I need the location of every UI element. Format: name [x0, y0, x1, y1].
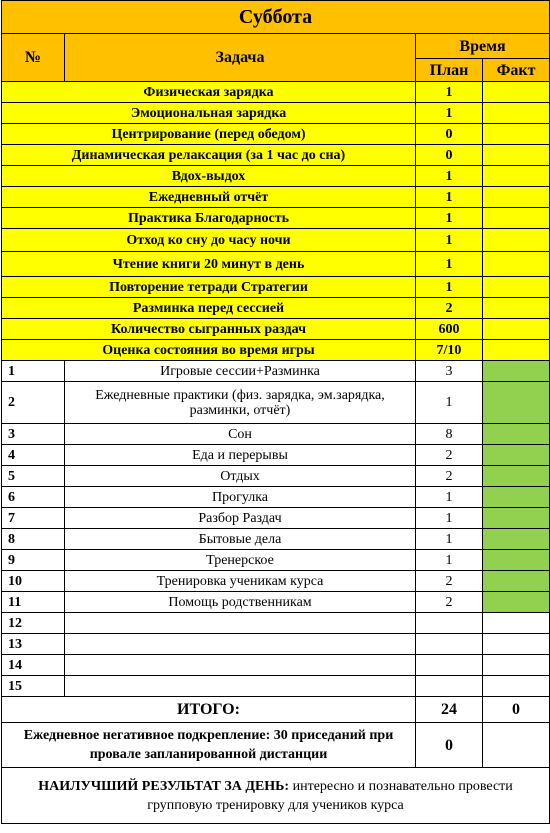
- task-name[interactable]: Сон: [65, 424, 416, 445]
- task-fact[interactable]: [483, 655, 550, 676]
- task-fact[interactable]: [483, 424, 550, 445]
- task-plan[interactable]: [416, 655, 483, 676]
- task-plan[interactable]: 2: [416, 445, 483, 466]
- task-number: 6: [2, 487, 65, 508]
- core-task-name: Чтение книги 20 минут в день: [2, 252, 416, 277]
- total-label: ИТОГО:: [2, 697, 416, 723]
- task-name[interactable]: [65, 676, 416, 697]
- numbered-task-row: [2, 634, 550, 655]
- task-name[interactable]: [65, 613, 416, 634]
- core-task-row: [2, 82, 550, 103]
- header-task: Задача: [65, 34, 416, 82]
- task-fact[interactable]: [483, 634, 550, 655]
- numbered-task-row: [2, 424, 550, 445]
- task-plan[interactable]: [416, 634, 483, 655]
- task-name[interactable]: Разбор Раздач: [65, 508, 416, 529]
- core-task-name: Отход ко сну до часу ночи: [2, 229, 416, 252]
- core-task-name: Ежедневный отчёт: [2, 187, 416, 208]
- core-task-plan[interactable]: 1: [416, 208, 483, 229]
- core-task-fact[interactable]: [483, 252, 550, 277]
- core-task-plan[interactable]: 2: [416, 298, 483, 319]
- task-name[interactable]: Тренировка ученикам курса: [65, 571, 416, 592]
- task-number: 3: [2, 424, 65, 445]
- task-name[interactable]: Игровые сессии+Разминка: [65, 361, 416, 382]
- core-task-fact[interactable]: [483, 208, 550, 229]
- core-task-row: [2, 340, 550, 361]
- numbered-task-row: [2, 655, 550, 676]
- task-plan[interactable]: 1: [416, 550, 483, 571]
- header-num: №: [2, 34, 65, 82]
- task-number: 2: [2, 382, 65, 424]
- best-result-row: [2, 768, 550, 824]
- task-fact[interactable]: [483, 487, 550, 508]
- day-title: Суббота: [2, 1, 550, 34]
- core-task-plan[interactable]: 600: [416, 319, 483, 340]
- numbered-task-row: [2, 571, 550, 592]
- core-task-name: Вдох-выдох: [2, 166, 416, 187]
- numbered-task-row: [2, 487, 550, 508]
- negative-row: [2, 723, 550, 768]
- core-task-fact[interactable]: [483, 187, 550, 208]
- task-number: 5: [2, 466, 65, 487]
- task-number: 14: [2, 655, 65, 676]
- total-row: [2, 697, 550, 723]
- task-number: 15: [2, 676, 65, 697]
- core-task-name: Практика Благодарность: [2, 208, 416, 229]
- core-task-fact[interactable]: [483, 166, 550, 187]
- numbered-task-row: [2, 592, 550, 613]
- task-number: 9: [2, 550, 65, 571]
- core-task-plan[interactable]: 1: [416, 252, 483, 277]
- core-task-fact[interactable]: [483, 319, 550, 340]
- core-task-plan[interactable]: 0: [416, 124, 483, 145]
- core-task-plan[interactable]: 1: [416, 82, 483, 103]
- core-task-name: Физическая зарядка: [2, 82, 416, 103]
- task-name[interactable]: Тренерское: [65, 550, 416, 571]
- task-number: 12: [2, 613, 65, 634]
- core-task-name: Центрирование (перед обедом): [2, 124, 416, 145]
- header-plan: План: [416, 59, 483, 82]
- best-result-text[interactable]: интересно и познавательно провести групповую тренировку для учеников курса: [147, 778, 513, 813]
- core-task-fact[interactable]: [483, 277, 550, 298]
- task-plan[interactable]: 1: [416, 508, 483, 529]
- core-task-row: [2, 229, 550, 252]
- core-task-row: [2, 124, 550, 145]
- core-task-fact[interactable]: [483, 298, 550, 319]
- core-task-name: Повторение тетради Стратегии: [2, 277, 416, 298]
- task-fact[interactable]: [483, 466, 550, 487]
- task-name[interactable]: Прогулка: [65, 487, 416, 508]
- core-task-row: [2, 277, 550, 298]
- core-task-row: [2, 298, 550, 319]
- core-task-fact[interactable]: [483, 145, 550, 166]
- core-task-name: Разминка перед сессией: [2, 298, 416, 319]
- numbered-task-row: [2, 676, 550, 697]
- negative-reinforcement-value[interactable]: 0: [416, 723, 483, 768]
- best-result-label: НАИЛУЧШИЙ РЕЗУЛЬТАТ ЗА ДЕНЬ:: [38, 778, 290, 794]
- task-plan[interactable]: 1: [416, 487, 483, 508]
- task-plan[interactable]: 1: [416, 529, 483, 550]
- task-plan[interactable]: 2: [416, 592, 483, 613]
- core-task-plan[interactable]: 1: [416, 187, 483, 208]
- task-name[interactable]: [65, 634, 416, 655]
- core-task-fact[interactable]: [483, 103, 550, 124]
- numbered-task-row: [2, 613, 550, 634]
- core-task-plan[interactable]: 0: [416, 145, 483, 166]
- core-task-row: [2, 166, 550, 187]
- core-task-row: [2, 252, 550, 277]
- task-name[interactable]: Ежедневные практики (физ. зарядка, эм.зарядка, разминки, отчёт): [65, 382, 416, 424]
- core-task-row: [2, 208, 550, 229]
- numbered-task-row: [2, 508, 550, 529]
- core-task-plan[interactable]: 1: [416, 103, 483, 124]
- task-plan[interactable]: 3: [416, 361, 483, 382]
- task-number: 1: [2, 361, 65, 382]
- core-task-row: [2, 103, 550, 124]
- task-plan[interactable]: [416, 676, 483, 697]
- task-number: 7: [2, 508, 65, 529]
- core-task-row: [2, 187, 550, 208]
- numbered-task-row: [2, 445, 550, 466]
- core-task-fact[interactable]: [483, 124, 550, 145]
- numbered-task-row: [2, 361, 550, 382]
- task-plan[interactable]: 8: [416, 424, 483, 445]
- core-task-plan[interactable]: 1: [416, 166, 483, 187]
- core-task-plan[interactable]: 1: [416, 277, 483, 298]
- task-name[interactable]: [65, 655, 416, 676]
- task-plan[interactable]: 2: [416, 466, 483, 487]
- core-task-fact[interactable]: [483, 229, 550, 252]
- numbered-task-row: [2, 529, 550, 550]
- core-task-name: Эмоциональная зарядка: [2, 103, 416, 124]
- task-fact[interactable]: [483, 550, 550, 571]
- task-number: 11: [2, 592, 65, 613]
- task-fact[interactable]: [483, 676, 550, 697]
- task-number: 13: [2, 634, 65, 655]
- task-plan[interactable]: 2: [416, 571, 483, 592]
- schedule-table: [1, 0, 550, 824]
- task-number: 10: [2, 571, 65, 592]
- total-fact: 0: [483, 697, 550, 723]
- numbered-task-row: [2, 382, 550, 424]
- core-task-plan[interactable]: 1: [416, 229, 483, 252]
- task-name[interactable]: Еда и перерывы: [65, 445, 416, 466]
- task-fact[interactable]: [483, 592, 550, 613]
- core-task-plan[interactable]: 7/10: [416, 340, 483, 361]
- core-task-row: [2, 319, 550, 340]
- core-task-row: [2, 145, 550, 166]
- task-plan[interactable]: 1: [416, 382, 483, 424]
- task-name[interactable]: Бытовые дела: [65, 529, 416, 550]
- core-task-name: Динамическая релаксация (за 1 час до сна): [2, 145, 416, 166]
- task-fact[interactable]: [483, 529, 550, 550]
- best-result-cell: [2, 768, 550, 824]
- total-plan: 24: [416, 697, 483, 723]
- task-fact[interactable]: [483, 445, 550, 466]
- core-task-name: Оценка состояния во время игры: [2, 340, 416, 361]
- task-name[interactable]: Отдых: [65, 466, 416, 487]
- numbered-task-row: [2, 550, 550, 571]
- task-fact[interactable]: [483, 361, 550, 382]
- negative-reinforcement-empty: [483, 723, 550, 768]
- core-task-fact[interactable]: [483, 340, 550, 361]
- header-fact: Факт: [483, 59, 550, 82]
- negative-reinforcement-text: Ежедневное негативное подкрепление: 30 приседаний при провале запланированной дистанции: [2, 723, 416, 768]
- task-fact[interactable]: [483, 571, 550, 592]
- task-number: 4: [2, 445, 65, 466]
- task-number: 8: [2, 529, 65, 550]
- task-plan[interactable]: [416, 613, 483, 634]
- core-task-fact[interactable]: [483, 82, 550, 103]
- header-time: Время: [416, 34, 550, 59]
- numbered-task-row: [2, 466, 550, 487]
- core-task-name: Количество сыгранных раздач: [2, 319, 416, 340]
- task-name[interactable]: Помощь родственникам: [65, 592, 416, 613]
- task-fact[interactable]: [483, 382, 550, 424]
- task-fact[interactable]: [483, 508, 550, 529]
- task-fact[interactable]: [483, 613, 550, 634]
